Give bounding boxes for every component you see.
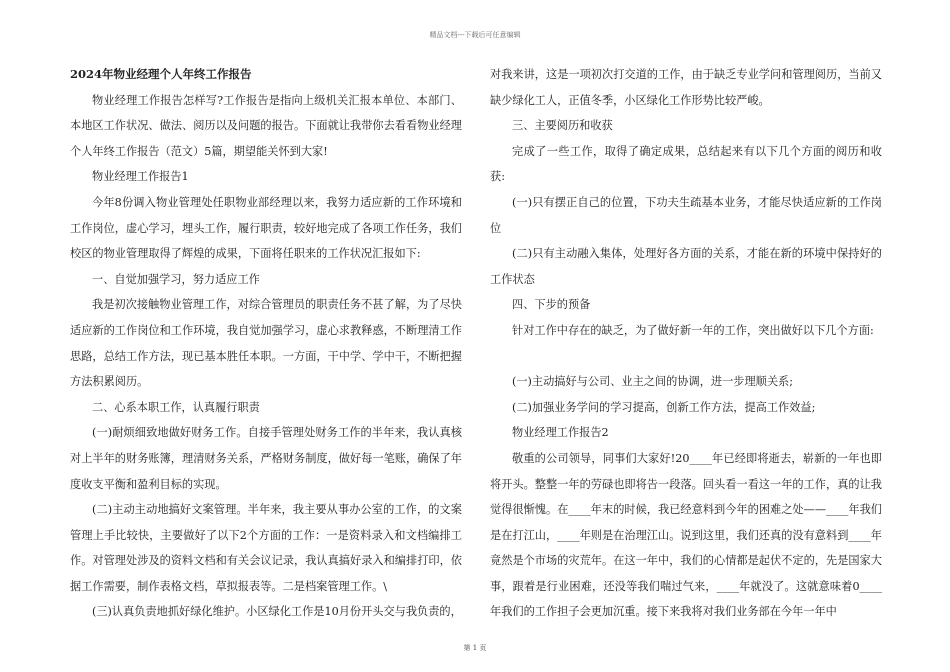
report-1-paragraph: 今年8份调入物业管理处任职物业部经理以来，我努力适应新的工作环境和工作岗位，虚心学习，埋头工作，履行职责，较好地完成了各项工作任务，我们校区的物业管理取得了辉煌的成果，下面将任职来的工作状况汇报如下:	[70, 195, 462, 261]
page-header: 精品文档---下载后可任意编辑	[429, 31, 521, 39]
intro-paragraph: 物业经理工作报告怎样写?工作报告是指向上级机关汇报本单位、本部门、本地区工作状况、做法、阅历以及问题的报告。下面就让我带你去看看物业经理个人年终工作报告（范文）5篇，期望能关怀到大家!	[70, 93, 462, 158]
report-1-heading: 物业经理工作报告1	[92, 170, 189, 184]
section-4-paragraph: 针对工作中存在的缺乏，为了做好新一年的工作，突出做好以下几个方面:	[512, 323, 874, 337]
lesson-2-paragraph: (二)只有主动融入集体，处理好各方面的关系，才能在新的环境中保持好的工作状态	[490, 247, 882, 286]
blank-line	[490, 344, 882, 370]
plan-1-paragraph: (一)主动搞好与公司、业主之间的协调，进一步理顺关系;	[512, 375, 793, 389]
finance-paragraph: (一)耐烦细致地做好财务工作。自接手管理处财务工作的半年来，我认真核对上半年的财务账簿，理清财务关系，严格财务制度，做好每一笔账，确保了年度收支平衡和盈利目标的实现。	[70, 426, 462, 491]
plan-2-paragraph: (二)加强业务学问的学习提高，创新工作方法，提高工作效益;	[512, 400, 816, 414]
greening-paragraph: (三)认真负责地抓好绿化维护。小区绿化工作是10月份开头交与我负责的，	[92, 605, 462, 619]
right-column	[490, 62, 882, 625]
section-heading-1: 一、自觉加强学习，努力适应工作	[92, 272, 260, 286]
section-1-paragraph: 我是初次接触物业管理工作，对综合管理员的职责任务不甚了解，为了尽快适应新的工作岗位和工作环境，我自觉加强学习，虚心求教释惑，不断理清工作思路，总结工作方法，现已基本胜任本职。一方面，干中学、学中干，不断把握方法积累阅历。	[70, 298, 462, 389]
section-heading-4: 四、下步的预备	[512, 298, 591, 312]
report-2-paragraph: 敬重的公司领导，同事们大家好!20____年已经即将逝去，崭新的一年也即将开头。整整一年的劳碌也即将告一段落。回头看一看这一年的工作，真的让我觉得很惭愧。在____年末的时候，我已经意料到今年的困难之处——____年我们是在打江山，____年则是在治理江山。说到这里，我们还真的没有意料到____年竟然是个市场的灾荒年。在这一年中，我们的心情都是起伏不定的，先是国家大事，跟着是行业困难，还没等我们喘过气来，____年就没了。这就意味着0____年我们的工作担子会更加沉重。接下来我将对我们业务部在今年一年中	[490, 451, 882, 619]
greening-continued-paragraph: 对我来讲，这是一项初次打交道的工作，由于缺乏专业学问和管理阅历，当前又缺少绿化工人，正值冬季，小区绿化工作形势比较严峻。	[490, 68, 882, 107]
left-column	[70, 62, 462, 625]
section-heading-3: 三、主要阅历和收获	[512, 119, 613, 133]
report-2-heading: 物业经理工作报告2	[512, 426, 609, 440]
document-title: 2024年物业经理个人年终工作报告	[70, 67, 252, 81]
lesson-1-paragraph: (一)只有摆正自己的位置，下功夫生疏基本业务，才能尽快适应新的工作岗位	[490, 195, 882, 235]
page-number: 第 1 页	[463, 644, 487, 652]
section-3-paragraph: 完成了一些工作，取得了确定成果，总结起来有以下几个方面的阅历和收获:	[490, 144, 882, 184]
section-heading-2: 二、心系本职工作，认真履行职责	[92, 400, 260, 414]
document-management-paragraph: (二)主动主动地搞好文案管理。半年来，我主要从事办公室的工作，的文案管理上手比较快，主要做好了以下2个方面的工作：一是资料录入和文档编排工作。对管理处涉及的资料文档和有关会议记录，我认真搞好录入和编排打印，依据工作需要，制作表格文档，草拟报表等。二是档案管理工作。\	[70, 503, 462, 593]
